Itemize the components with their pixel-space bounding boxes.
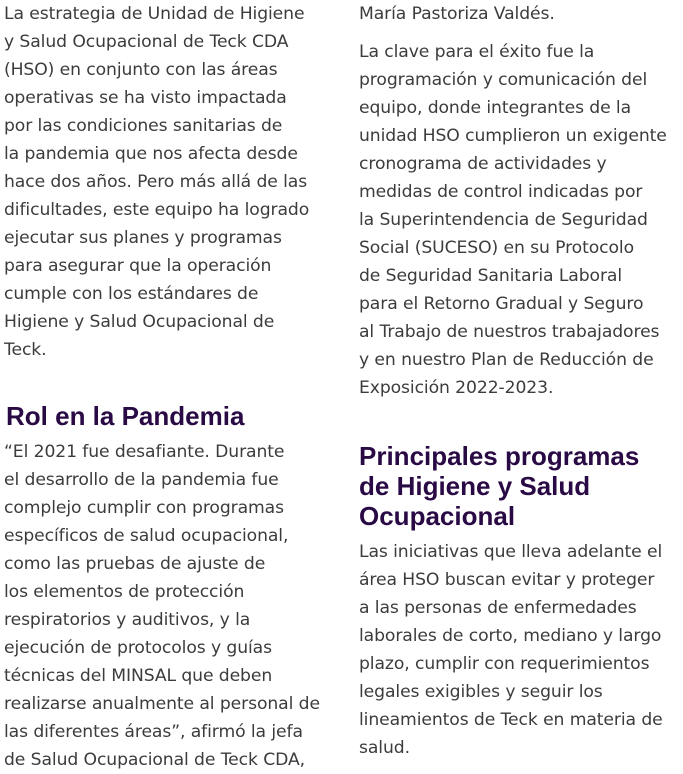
section-heading-rol-pandemia: Rol en la Pandemia [6,401,245,431]
intro-paragraph: La estrategia de Unidad de Higiene y Salud Ocupacional de Teck CDA (HSO) en conjunto con las áreas operativas se ha visto impactada por las condiciones sanitarias de la pandemia que nos afecta desde hace dos años. Pero más allá de las dificultades, este equipo ha logrado ejecutar sus planes y programas para asegurar que la operación cumple con los estándares de Higiene y Salud Ocupacional de Teck. [4,4,310,360]
author-line: María Pastoriza Valdés. [359,4,555,24]
section-heading-programas: Principales programas de Higiene y Salud Ocupacional [359,441,640,531]
rol-pandemia-paragraph: “El 2021 fue desafiante. Durante el desarrollo de la pandemia fue complejo cumplir con programas específicos de salud ocupacional, como las pruebas de ajuste de los elementos de protección respiratorios y auditivos, y la ejecución de protocolos y guías técnicas del MINSAL que deben realizarse anualmente al personal de las diferentes áreas”, afirmó la jefa de Salud Ocupacional de Teck CDA, [4,442,320,770]
programas-paragraph: Las iniciativas que lleva adelante el área HSO buscan evitar y proteger a las personas de enfermedades laborales de corto, mediano y largo plazo, cumplir con requerimientos legales exigibles y seguir los lineamientos de Teck en materia de salud. [359,542,663,758]
key-success-paragraph: La clave para el éxito fue la programación y comunicación del equipo, donde integrantes de la unidad HSO cumplieron un exigente cronograma de actividades y medidas de control indicadas por la Superintendencia de Seguridad Social (SUCESO) en su Protocolo de Seguridad Sanitaria Laboral para el Retorno Gradual y Seguro al Trabajo de nuestros trabajadores y en nuestro Plan de Reducción de Exposición 2022-2023. [359,42,667,398]
